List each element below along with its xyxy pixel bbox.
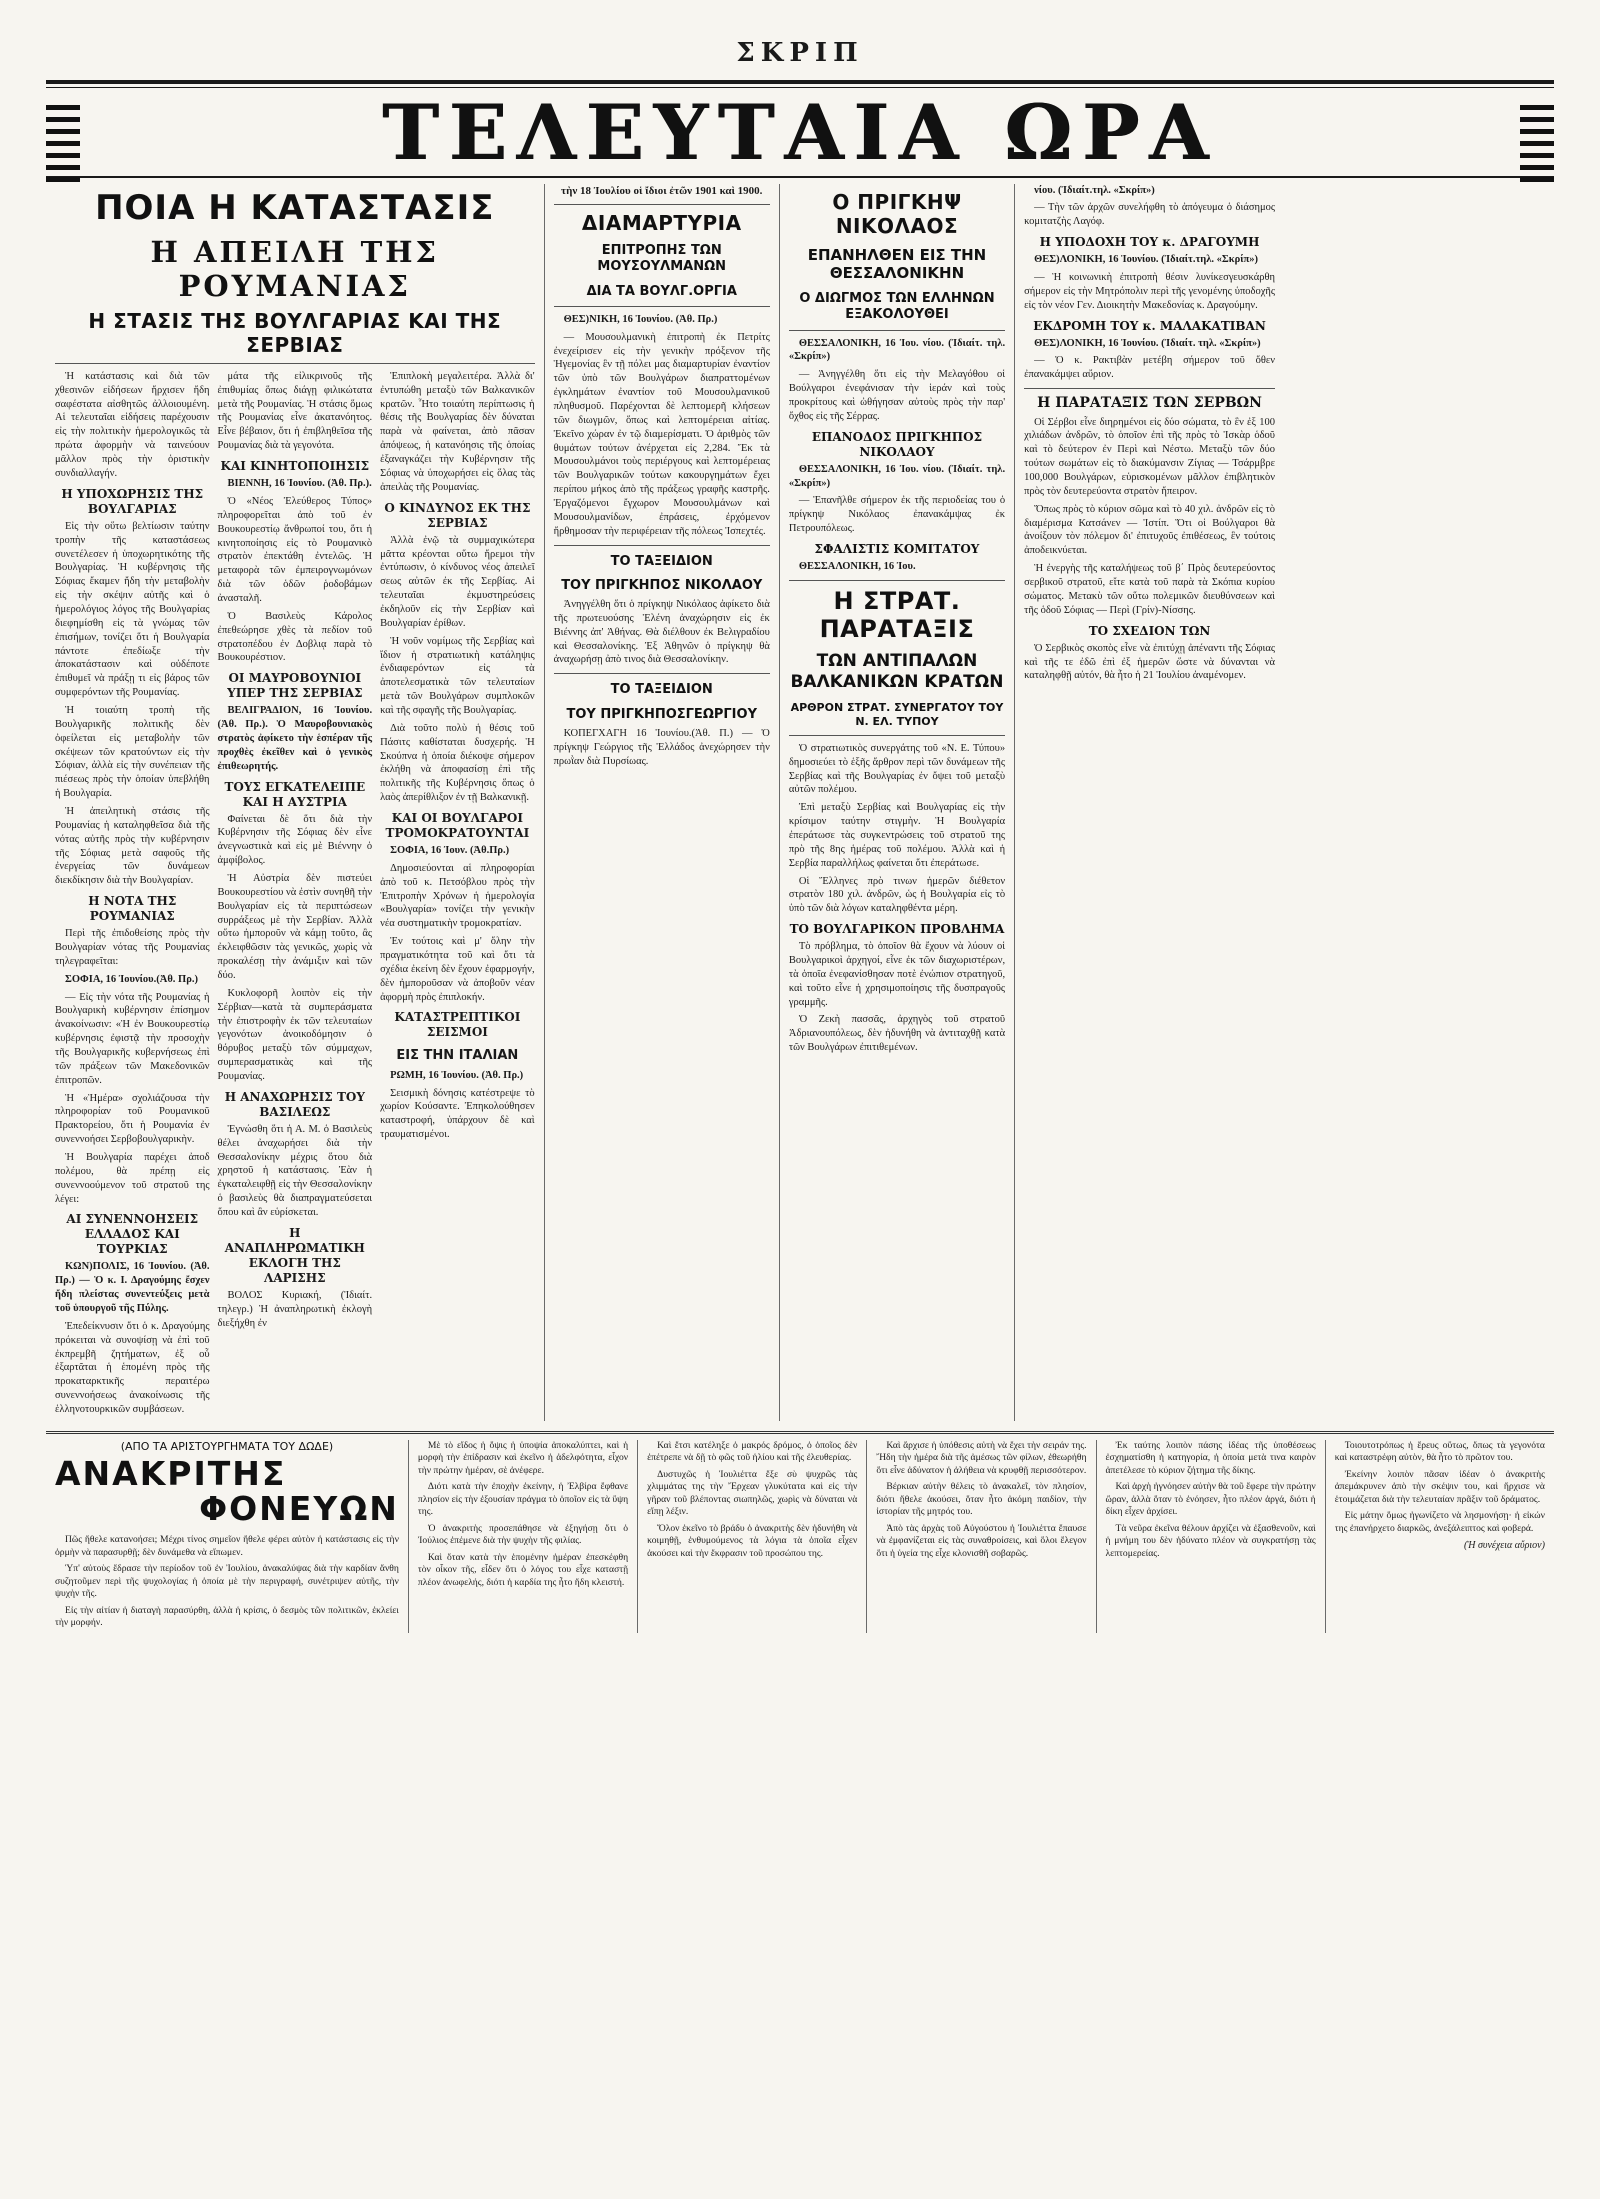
paragraph: ΒΟΛΟΣ Κυριακή, (Ἰδιαίτ. τηλεγρ.) Ἡ ἀναπληρωτικὴ ἐκλογὴ διεξήχθη ἐν — [217, 1289, 373, 1329]
subhead-king-departure: Η ΑΝΑΧΩΡΗΣΙΣ ΤΟΥ ΒΑΣΙΛΕΩΣ — [224, 1089, 365, 1119]
columns — [46, 184, 1554, 1421]
protest-article — [554, 313, 770, 539]
feuilleton-text-4 — [876, 1440, 1086, 1560]
banner-title: ΤΕΛΕΥΤΑΙΑ ΩΡΑ — [382, 88, 1218, 177]
dateline: ΣΟΦΙΑ, 16 Ἰουνίου.(Ἀθ. Πρ.) — [65, 973, 198, 985]
subhead-mobilisation: ΚΑΙ ΚΙΝΗΤΟΠΟΙΗΣΙΣ — [220, 459, 370, 474]
committee-article — [789, 560, 1005, 574]
paragraph: Διὰ τοῦτο πολὺ ἡ θέσις τοῦ Πάσιτς καθίσταται δυσχερής. Ἡ Σκούπνα ἡ ὁποία διέκοψε σήμερον ἐκλήθη νὰ ἀποφασίσῃ ἐπὶ τῆς πολιτικῆς τῆς Κυβέρνησις ὅπως ὁ λαὸς ἀπερίθλιξον ἐν τῇ Βαλκανικῇ. — [380, 722, 535, 804]
subhead-austria-abandons: ΤΟΥΣ ΕΓΚΑΤΕΛΕΙΠΕ ΚΑΙ Η ΑΥΣΤΡΙΑ — [224, 779, 366, 809]
paragraph: Ἐγνώσθη ὅτι ἡ Α. Μ. ὁ Βασιλεὺς θέλει ἀναχωρήσει διὰ τὴν Θεσσαλονίκην μέχρις ὅτου διὰ χρηστοῦ ἡ κατάστασις. Ἐὰν ἡ ἐγκαταλειφθῇ εἰς τὴν Θεσσαλονίκην ὁ βασιλεὺς θὰ διαπραγματεύσεται ὅπου καὶ ἂν εὑρίσκεται. — [217, 1123, 373, 1219]
headline-prince-nicholas-trip: ΤΟ ΤΑΞΕΙΔΙΟΝ — [610, 553, 713, 569]
headline-situation: ΠΟΙΑ Η ΚΑΤΑΣΤΑΣΙΣ — [95, 187, 495, 228]
feuilleton-col-4 — [866, 1440, 1095, 1634]
paragraph: Σεισμικὴ δόνησις κατέστρεψε τὸ χωρίον Κούσαντε. Ἐπηκολούθησεν καταστροφή, ὑπάρχουν δὲ καὶ τραυματισμένοι. — [380, 1087, 535, 1141]
paragraph: Ἀπὸ τὰς ἀρχὰς τοῦ Αὐγούστου ἡ Ἰουλιέττα ἔπαυσε νὰ ἐμφανίζεται εἰς τὰς συναθροίσεις, καὶ ὅλοι ἔλεγον ὅτι ἡ ὑγεία της εἶχε κλονισθῆ σοβαρῶς. — [876, 1522, 1087, 1559]
paragraph: Βέρκιαν αὐτὴν θέλεις τὸ ἀνακαλεῖ, τὸν πλησίον, διότι ἤθελε ἀκούσει, ὅταν ἦτο ἀκόμη παιδίον, τὴν ἱστορίαν τῆς μητρός του. — [876, 1481, 1087, 1518]
paragraph: Δυστυχῶς ἡ Ἰουλιέττα ἔξε σὺ ψυχρῶς τὰς χλιμμάτας της τὴν Ἔρχεαν γλυκύτατα καὶ εἰς τὴν γῆραν τοῦ βλέποντας σιωπηλῶς, χωρὶς νὰ δύναται νὰ εἴπῃ λέξιν. — [647, 1468, 858, 1518]
subhead-dragoumis-reception: Η ΥΠΟΔΟΧΗ ΤΟΥ κ. ΔΡΑΓΟΥΜΗ — [1039, 235, 1260, 250]
paragraph: — Τὴν τῶν ἀρχῶν συνελήφθη τὸ ἀπόγευμα ὁ διάσημος κομιτατζὴς Λαγόφ. — [1024, 202, 1276, 228]
paragraph: Ἡ ἀπειλητικὴ στάσις τῆς Ρουμανίας ἡ καταληφθεῖσα διὰ τῆς νότας αὐτῆς πρὸς τὴν κυβέρνησιν τῆς Σόφιας μετὰ σαφοῦς τῆς ἐνεργείας τῶν δυνάμεων διεκδίκησιν διὰ τὴν Βουλγαρίαν. — [55, 805, 210, 887]
dateline: ΘΕΣ)ΛΟΝΙΚΗ, 16 Ἰουνίου. (Ἰδιαίτ.τηλ. «Σκρίπ») — [1034, 254, 1258, 266]
paragraph: Εἰς τὴν οὕτω βελτίωσιν ταύτην τροπὴν τῆς καταστάσεως συνετέλεσεν ἡ ὑποχωρητικότης τῆς Βουλγαρίας. Ἡ κυβέρνησις τῆς Σόφιας ἔκαμεν ἤδη τὴν μεταβολὴν εἰς τὴν σκέψιν αὐτῆς καὶ ὁ ἡμερολόγιος λόγος τῆς Βουλγαρίας διεφημίσθη εἰς τὰ γνώμας τῶν ἐπισήμων, τονίζει ὅτι ἡ Βουλγαρία πάντοτε ἐπεδίωξε τὴν ἀποκατάστασιν καὶ οὐδέποτε ἐπιθυμεῖ νὰ πράξῃ τι εἰς βάρος τῶν συμφερόντων τῆς Ρουμανίας. — [55, 520, 210, 699]
divider — [554, 204, 770, 205]
paragraph: Δημοσιεύονται αἱ πληροφορίαι ἀπὸ τοῦ κ. Πετσόβλου πρὸς τὴν Ἐπιτροπὴν Χρόνων ἡ ἡμερολογία «Βουλγαρία» τονίζει τὴν γενικὴν νέα συστηματικὴν τρομοκρατίαν. — [380, 862, 535, 930]
paragraph: Ἡ ἐνεργὴς τῆς καταλήψεως τοῦ β΄ Πρὸς δευτερεύοντος σερβικοῦ στρατοῦ, εἴτε κατὰ τοῦ παρὰ τὰ Σκόπια κυρίου σώματος. Μετακὺ τῶν οὕτω πολεμικῶν διευθύνσεων καὶ τῆς ὁδοῦ Σόφιας — Περὶ (Γρίν)-Νίσσης. — [1024, 563, 1276, 616]
divider — [789, 330, 1005, 331]
paragraph: Ὁ ἀνακριτὴς προσεπάθησε νὰ ἐξηγήσῃ ὅτι ὁ Ἰούλιος ἐπέμενε διὰ τὴν ψυχὴν τῆς φιλίας. — [417, 1522, 629, 1547]
headline-prince-nicholas: Ο ΠΡΙΓΚΗΨ ΝΙΚΟΛΑΟΣ — [832, 189, 962, 238]
column-2 — [544, 184, 779, 1421]
paragraph: Ὑπ' αὐτοὺς ἔδρασε τὴν περίοδον τοῦ ἐν Ἰουλίου, ἀνακαλύψας διὰ τὴν καρδίαν ἄνθη συζητοῦμεν περὶ τῆς ψυχολογίας ἡ ὁποία μὲ τὴν περιγραφή, συνέτριψεν αὐτῆς, τὴν ψυχὴν τῆς. — [55, 1563, 399, 1600]
paragraph: — Ὁ κ. Ρακτιβὰν μετέβη σήμερον τοῦ ὅθεν ἐπανακάμψει αὔριον. — [1024, 355, 1276, 381]
feuilleton-source: (ΑΠΟ ΤΑ ΑΡΙΣΤΟΥΡΓΗΜΑΤΑ ΤΟΥ ΔΩΔΕ) — [120, 1439, 334, 1453]
paragraph: Μὲ τὸ εἴδος ἡ ὄψις ἡ ὑποψία ἀποκαλύπτει, καὶ ἡ μορφὴ τὴν ἐπίδρασιν καὶ ἐκεῖνο ἡ ἀδελφότητα, εἶχον τὴν πρώτην ἡμέραν, σὲ ἀνέφερε. — [417, 1439, 629, 1476]
paragraph: Ἐκείνην λοιπὸν πᾶσαν ἰδέαν ὁ ἀνακριτὴς ἀπεμάκρυνεν ἀπὸ τὴν σκέψιν του, καὶ ἤρχισε νὰ ἑτοιμάζεται διὰ τὴν τελευταίαν πρᾶξιν τοῦ δράματος. — [1334, 1468, 1545, 1505]
subhead-earthquake: ΚΑΤΑΣΤΡΕΠΤΙΚΟΙ ΣΕΙΣΜΟΙ — [394, 1010, 521, 1040]
masthead-title: ΣΚΡΙΠ — [736, 38, 864, 68]
paragraph: Ἐκ ταύτης λοιπὸν πάσης ἰδέας τῆς ὑποθέσεως ἐσχηματίσθη ἡ κατηγορία, ἡ ὁποία μετὰ τινα καιρὸν ἀπετέλεσε τὸ κύριον ζήτημα τῆς δίκης. — [1105, 1439, 1316, 1476]
banner-ornament-left-icon — [46, 98, 80, 162]
paragraph: Καὶ ἀρχὴ ἠγνόησεν αὐτὴν θὰ τοῦ ἔφερε τὴν πρώτην ὥραν, ἀλλὰ ὅταν τὸ ἐνόησεν, ἦτο πλέον ἀργά, διότι ἡ δίκη εἶχεν ἀρχίσει. — [1105, 1481, 1316, 1518]
dateline: ΒΕΛΙΓΡΑΔΙΟΝ, 16 Ἰουνίου. (Ἀθ. Πρ.). Ὁ Μαυροβουνιακὸς στρατὸς ἀφίκετο τὴν ἑσπέραν τῆς προχθὲς ἐκεῖθεν καὶ ὁ γενικὸς ἐπιθεωρητής. — [217, 705, 373, 772]
paragraph: Οἱ Ἕλληνες πρὸ τινων ἡμερῶν διέθετον στρατὸν 180 χιλ. ἀνδρῶν, ὡς ἡ Βουλγαρία εἰς τὸ ὑπὸ τῶν διὰ λόγων καταληφθέντα μέρη. — [788, 875, 1006, 915]
paragraph: Ἐν τούτοις καὶ μ' ὅλην τὴν πραγματικότητα τοῦ καὶ ὅτι τὰ σχέδια ἐκείνη δὲν ἔχουν ἐφαρμογήν, δὲν ἠμποροῦσαν νὰ ἀποβοῦν νέαν ἀφορμὴ πρὸς ἐπιπλοκήν. — [380, 936, 535, 1003]
headline-greek-persecution: Ο ΔΙΩΓΜΟΣ ΤΩΝ ΕΛΛΗΝΩΝ ΕΞΑΚΟΛΟΥΘΕΙ — [799, 291, 995, 323]
column-1 — [46, 184, 544, 1421]
subhead-serb-deployment: Η ΠΑΡΑΤΑΞΙΣ ΤΩΝ ΣΕΡΒΩΝ — [1037, 395, 1262, 412]
paragraph: Διότι κατὰ τὴν ἐποχὴν ἐκείνην, ἡ Ἐλβίρα ἔφθανε πλησίον εἰς τὴν ἐξουσίαν πράγμα τὸ ὁποῖον εἰς τὰ ὕψη της. — [417, 1481, 629, 1518]
headline-protest: ΔΙΑΜΑΡΤΥΡΙΑ — [581, 211, 742, 236]
paragraph: Πῶς ἤθελε κατανοήσει; Μέχρι τίνος σημεῖον ἤθελε φέρει αὐτὸν ἡ κατάστασις εἰς τὴν ὁρμὴν νὰ παρασυρθῇ; δὲν δυνάμεθα νὰ εἴπωμεν. — [55, 1534, 399, 1558]
feuilleton-col-3 — [637, 1440, 866, 1634]
column-3 — [779, 184, 1014, 1421]
subhead-montenegrins: ΟΙ ΜΑΥΡΟΒΟΥΝΙΟΙ ΥΠΕΡ ΤΗΣ ΣΕΡΒΙΑΣ — [227, 671, 363, 701]
paragraph: Φαίνεται δὲ ὅτι διὰ τὴν Κυβέρνησιν τῆς Σόφιας δὲν εἶνε ἀνεγνωστικὰ καὶ εἰς μὲ Βιέννην ὁ ἀμφίβολος. — [217, 813, 373, 867]
paragraph: μάτα τῆς εἰλικρινοῦς τῆς ἐπιθυμίας ὅπως διάγῃ φιλικώτατα μετὰ τῆς Ρουμανίας. Ἡ στάσις ὅμως τῆς Ρουμανίας εἶνε ἀκατανόητος. Εἶνε βέβαιον, ὅτι ἡ ἐπιβληθεῖσα τῆς Ρουμανίας διὰ τὰ γεγονότα. — [217, 370, 373, 452]
paragraph: Περὶ τῆς ἐπιδοθείσης πρὸς τὴν Βουλγαρίαν νότας τῆς Ρουμανίας τηλεγραφεῖται: — [55, 928, 210, 967]
subhead-larissa-election: Η ΑΝΑΠΛΗΡΩΜΑΤΙΚΗ ΕΚΛΟΓΗ ΤΗΣ ΛΑΡΙΣΗΣ — [224, 1225, 365, 1285]
paragraph: Τὸ πρόβλημα, τὸ ὁποῖον θὰ ἔχουν νὰ λύουν οἱ Βουλγαρικοὶ ἀρχηγοί, εἶνε ἐκ τῶν διαχωριστέρων, τὰ ὁποῖα ἐνεφανίσθησαν ποτὲ ἐνώπιον στρατηγοῦ, καὶ τοῦτο εἶνε ἡ χρησιμοποίησις τῆς δυσπραγοῦς γραμμῆς. — [788, 941, 1006, 1008]
feuilleton-col-5 — [1096, 1440, 1325, 1634]
feuilleton-text-2 — [418, 1440, 628, 1589]
paragraph: Καὶ ἄρχισε ἡ ὑπόθεσις αὐτὴ νὰ ἔχει τὴν σειράν της. Ἤδη τὴν ἡμέρα διὰ τῆς ἀμέσως τῶν φίλων, ἐθεωρήθη ὅτι εἶνε ἀδύνατον ἡ ἀλήθεια νὰ κρυφθῇ περισσότερον. — [876, 1439, 1087, 1476]
headline-bulgaria-serbia-stance: Η ΣΤΑΣΙΣ ΤΗΣ ΒΟΥΛΓΑΡΙΑΣ ΚΑΙ ΤΗΣ ΣΕΡΒΙΑΣ — [88, 308, 502, 357]
col1-sub3 — [380, 370, 535, 1421]
feuilleton-text-1 — [55, 1534, 399, 1629]
paragraph: Ὁ στρατιωτικὸς συνεργάτης τοῦ «Ν. Ε. Τύπου» δημοσιεύει τὸ ἑξῆς ἄρθρον περὶ τῶν δυνάμεων τῆς Σερβίας καὶ τῆς Βουλγαρίας ἐν ὄψει τοῦ μεταξὺ αὐτῶν πολέμου. — [788, 742, 1006, 796]
paragraph: Καὶ ἔτσι κατέληξε ὁ μακρός δρόμος, ὁ ὁποῖος δὲν ἐπέτρεπε νὰ δῇ τὸ φῶς τοῦ ἡλίου καὶ τῆς ἐλευθερίας. — [647, 1439, 858, 1464]
feuilleton-col-6 — [1325, 1440, 1554, 1634]
feuilleton — [46, 1431, 1554, 1634]
subhead-bulgarian-problem: ΤΟ ΒΟΥΛΓΑΡΙΚΟΝ ΠΡΟΒΛΗΜΑ — [789, 922, 1005, 937]
plan-article — [1024, 642, 1275, 684]
paragraph: Ἀνηγγέλθη ὅτι ὁ πρίγκηψ Νικόλαος ἀφίκετο διὰ τῆς πρωτευούσης Ἑλένη ἀναχώρησιν εἰς ἐκ Βιέννης ἀπ' Ἀθήνας. Θὰ διέλθουν ἐκ Βελιγραδίου καὶ Θεσσαλονίκης. Ἐξ Ἀθηνῶν ὁ πρίγκηψ θὰ ἀναχωρήσῃ ἀπὸ τινος διὰ Θεσσαλονίκην. — [553, 599, 770, 666]
headline-romania-threat: Η ΑΠΕΙΛΗ ΤΗΣ ΡΟΥΜΑΝΙΑΣ — [150, 234, 440, 303]
masthead-rule — [46, 80, 1554, 88]
divider — [554, 673, 770, 674]
dateline: ΘΕΣ)ΛΟΝΙΚΗ, 16 Ἰουνίου. (Ἰδιαίτ. τηλ. «Σκρίπ») — [1034, 337, 1261, 349]
paragraph: — Εἰς τὴν νότα τῆς Ρουμανίας ἡ Βουλγαρικὴ κυβέρνησιν ἐπίσημον ἀνακοίνωσιν: «Ἡ ἐν Βουκουρεστίῳ κυβέρνησις ἐφιστᾷ τὴν προσοχὴν τῆς Βουλγαρικῆς κυβερνήσεως ἐπὶ τῶν πράξεων τῶν Μακεδονικῶν ἐπιτροπῶν. — [55, 991, 210, 1086]
paragraph: Τὰ νεῦρα ἐκεῖνα θέλουν ἀρχίζει νὰ ἐξασθενοῦν, καὶ ἡ μνήμη του δὲν ἠδύνατο πλέον νὰ συγκρατήσῃ τὰς λεπτομερείας. — [1105, 1522, 1316, 1559]
subhead-excursion: ΕΚΔΡΟΜΗ ΤΟΥ κ. ΜΑΛΑΚΑΤΙΒΑΝ — [1033, 318, 1266, 333]
military-article — [789, 742, 1005, 916]
paragraph: Ἡ Βουλγαρία παρέχει ἀποδ πολέμου, θὰ πρέπῃ εἰς συνεννοούμενον τοῦ στρατοῦ της λέγει: — [55, 1152, 210, 1205]
paragraph: Ὁ Βασιλεὺς Κάρολος ἐπεθεώρησε χθὲς τὰ πεδίον τοῦ στρατοπέδου ἐν Δοβλιᾳ παρὰ τὸ Βουκουρέστιον. — [217, 610, 373, 664]
paragraph: Ἡ νοῦν νομίμως τῆς Σερβίας καὶ ἴδιον ἡ στρατιωτικὴ κατάληψις ἐνδιαφερόντων εἰς τὰ ἀποτελεσματικὰ τῶν τελευταίων μετὰ τῶν Βουλγάρων συμπλοκῶν καὶ τῆς σφαγῆς τῆς Βουλγαρίας. — [380, 635, 535, 716]
divider — [554, 545, 770, 546]
headline-balkan-states: ΤΩΝ ΑΝΤΙΠΑΛΩΝ ΒΑΛΚΑΝΙΚΩΝ ΚΡΑΤΩΝ — [790, 650, 1004, 693]
divider — [55, 363, 535, 364]
col4-top-article — [1024, 184, 1275, 230]
headline-prince-george-trip: ΤΟ ΤΑΞΕΙΔΙΟΝ — [610, 682, 713, 698]
prince-trip-article — [554, 598, 770, 667]
paragraph: Ἐπεδείκνυσιν ὅτι ὁ κ. Δραγούμης πρόκειται νὰ συνοψίσῃ νὰ ἐπὶ τοῦ ἐκπρεμβῆ ζητήματων, ἐξ οὗ ἐξαρτᾶται ἡ ἑπομένη πρὸς τῆς προκαταρκτικῆς περαιτέρω συνεννοήσεως ἀνακοίνωσις τῆς ἑλληνοτουρκικῶν συμβάσεων. — [55, 1320, 210, 1416]
prince-george-article — [554, 727, 770, 769]
paragraph: Ἀλλὰ ἐνῷ τὰ συμμαχικώτερα μᾶττα κρέονται οὕτω ἤρεμοι τὴν ἐντύπωσιν, ὁ κίνδυνος νέος ἀπειλεῖ σεως αὐτῶν ἐκ τῆς Σερβίας. Αἱ τελευταῖαι ἐκμυστηρεύσεις ἐκδηλοῦν εἰς τὴν Σερβίαν καὶ Βουλγαρίαν ἐρίθων. — [380, 534, 535, 629]
paragraph: Εἰς μάτην ὅμως ἠγωνίζετο νὰ λησμονήσῃ· ἡ εἰκών της ἐπανήρχετο διαρκῶς, ἀνεξάλειπτος καὶ φοβερά. — [1334, 1510, 1545, 1534]
feuilleton-col-2 — [408, 1440, 637, 1634]
paragraph: Κυκλοφορῆ λοιπὸν εἰς τὴν Σέρβιαν—κατὰ τὰ συμπεράσματα τὴν ἐπιστροφὴν ἐκ τῶν τελευταίων γεγονότων ἀνοικοδόμησιν ὁ θόρυβος μεταξὺ τῶν σύμμαχων, συμπερασματικὰς καὶ τῆς Ρουμανίας. — [217, 987, 373, 1082]
feuilleton-title-col — [46, 1440, 408, 1634]
salonica-article — [789, 337, 1005, 424]
divider — [1024, 388, 1275, 389]
paragraph: — Μουσουλμανικὴ ἐπιτροπὴ ἐκ Πετρίτς ἐνεχείρισεν εἰς τὴν γενικὴν πρόξενον τῆς Ἡγεμονίας ἓν τῇ πόλει μας διαμαρτυρίαν ἐναντίον τῶν ὑπὸ τῶν Βουλγάρων διαπραττομένων ἐγκλημάτων ἐναντίον τοῦ Μουσουλμανικοῦ πληθυσμοῦ. Παρέχονται δὲ λεπτομερῆ κλήσεων τῶν διωγμῶν, ὅπως καὶ λεπτομέρειαι αἰτίας. Ἐκεῖνο χώραν ἐν τῷ διαμερίσματι. Ὁ ἀριθμὸς τῶν θυμάτων τούτων ἀνέρχεται εἰς 2,284. Ἔκ τὰ Μουσουλμάνοι τοὺς περιέργους καὶ λεπτομέρειας τῶν Βουλγαρικῶν τούτων κακουργημάτων ἔχει περίπου μήκος ἀπὸ τῆς πράξεως γραφῆς καστρῆς. Ἐργαζόμενοι ἔγχωρον Μουσουλμάνων καὶ Μουσουλμανίδων, ἐπράσεις, ἐρχόμενον ἤρθημοσαν τὴν περιφέρειαν τῆς πόλεως Ἰσπεχτές. — [553, 331, 770, 537]
paragraph: — Ἀνηγγέλθη ὅτι εἰς τὴν Μελαγόθου οἱ Βούλγαροι ἐνεφάνισαν τὴν ἱεράν καὶ τοὺς προκρίτους καὶ ὠθήγησαν αὐτοὺς πρὸς τὴν παρ' ὄχθος εἰς τῆς Σέρρας. — [788, 369, 1006, 422]
banner-ornament-right-icon — [1520, 98, 1554, 162]
paragraph: Ὅπως πρὸς τὸ κύριον σῶμα καὶ τὸ 40 χιλ. ἀνδρῶν εἰς τὸ διαμέρισμα Κατσάνεν — Ἰστίπ. Ὅτι οἱ Βούλγαροι θὰ ἀνοίξουν τὸν πόλεμον δι' ἐπιτυχοῦς ἐπιθέσεως, ἓν τούτοις ἀποδεικνύεται. — [1024, 503, 1276, 557]
dateline: ΘΕΣΣΑΛΟΝΙΚΗ, 16 Ἰου. — [798, 560, 916, 572]
paragraph: Τοιουτοτρόπως ἡ ἔρευς οὕτως, ὅπως τὰ γεγονότα καὶ καταστρέφη αὐτὸν, θὰ ἦτο τὸ πρῶτον του. — [1334, 1439, 1545, 1464]
paragraph: Ἡ Αὐστρία δὲν πιστεύει Βουκουρεστίου νὰ ἐστὶν συνηθῆ τὴν Βουλγαρίαν εἰς τὰ περιπτώσεων συρράξεως μὲ τὴν Σερβίαν. Ἀλλὰ οὕτω ἠμποροῦν νὰ κάμῃ τοῦτο, ἂς ἐκλειφθῶσιν τὰς γενικῶς, χωρὶς νὰ προκαλέσῃ τὴν ἀνάμιξιν καὶ τῶν δύο. — [217, 872, 373, 981]
dateline: νίου. (Ἰδιαίτ.τηλ. «Σκρίπ») — [1034, 184, 1155, 196]
paragraph: — Ἡ κοινωνικὴ ἐπιτροπὴ θέσιν λυνίκεσγευσκάρθη σήμερον εἰς τὴν Μητρόπολιν περὶ τῆς γενομένης ὑποδοχῆς εἰς τὸν νέον Γεν. Διοικητὴν Μακεδονίας κ. Δραγούμην. — [1024, 271, 1276, 311]
feuilleton-text-6 — [1335, 1440, 1545, 1552]
dateline: ΘΕΣ)ΝΙΚΗ, 16 Ἰουνίου. (Ἀθ. Πρ.) — [563, 313, 718, 325]
subhead-bulgaria-retreat: Η ΥΠΟΧΩΡΗΣΙΣ ΤΗΣ ΒΟΥΛΓΑΡΙΑΣ — [61, 486, 204, 516]
dateline: ΘΕΣΣΑΛΟΝΙΚΗ, 16 Ἰου. νίου. (Ἰδιαίτ. τηλ. «Σκρίπ») — [788, 463, 1006, 489]
paragraph: Ὁ Ζεκὴ πασσᾶς, ἀρχηγὸς τοῦ στρατοῦ Ἀδριανουπόλεως, δὲν ἠδυνήθη νὰ ἀντιταχθῇ κατὰ τῶν Βουλγάρων ἐπιτιθεμένων. — [788, 1014, 1006, 1054]
headline-protest-orgies: ΔΙΑ ΤΑ ΒΟΥΛΓ.ΟΡΓΙΑ — [586, 283, 737, 299]
serb-deployment-article — [1024, 416, 1275, 618]
lead-paragraph: Ἡ κατάστασις καὶ διὰ τῶν χθεσινῶν εἰδήσεων ἤρχισεν ἤδη σαφέστατα αἰσθητῶς ἀλλοιουμένη. Αἱ τελευταῖαι εἰδήσεις παρέχουσιν εἰς τὴν πολιτικὴν ἡμερολογικῶς τὰ πρώτα ἀφορμὴν νὰ ταινεύουν μᾶλλον πρὸς τὴν ὁριστικὴν συνδιαλλαγήν. — [55, 370, 210, 479]
paragraph: Ἡ «Ἡμέρα» σχολιάζουσα τὴν πληροφορίαν τοῦ Ρουμανικοῦ Πρακτορείου, ὅτι ἡ Ρουμανία ἐν συνεννοήσει Σερβοβουλγαρικὴν. — [55, 1092, 210, 1146]
dateline: ΘΕΣΣΑΛΟΝΙΚΗ, 16 Ἰου. νίου. (Ἰδιαίτ. τηλ. «Σκρίπ») — [788, 337, 1006, 363]
divider — [789, 735, 1005, 736]
feuilleton-title — [55, 1453, 399, 1528]
paragraph: Ἐπιπλοκὴ μεγαλειτέρα. Ἀλλὰ δι' ἐντυπώθη μεταξὺ τῶν Βαλκανικῶν κρατῶν. Ἦτο τοιαύτη περίπτωσις ἡ θέσις τῆς Βουλγαρίας δὲν δύναται παρὰ νὰ φαίνεται, ἀπὸ πᾶσαν ἀπόψεως, ἡ κατανόησις τῆς ὁποίας ἐξαναγκάζει τὴν Κυβέρνησιν τῆς Σόφιας νὰ ὑποχωρήσει εἰς ὅλας τὰς ἀπειλὰς τῆς Ρουμανίας. — [380, 370, 535, 493]
banner — [46, 88, 1554, 177]
subhead-romania-note: Η ΝΟΤΑ ΤΗΣ ΡΟΥΜΑΝΙΑΣ — [88, 894, 177, 924]
feuilleton-signature: (Ἡ συνέχεια αὔριον) — [1463, 1540, 1545, 1552]
headline-returned-salonica: ΕΠΑΝΗΛΘΕΝ ΕΙΣ ΤΗΝ ΘΕΣΣΑΛΟΝΙΚΗΝ — [807, 245, 987, 283]
paragraph: Εἰς τὴν αἰτίαν ἡ διαταγὴ παρασύρθη, ἀλλὰ ἡ κρίσις, ὁ δεσμὸς τῶν πολιτικῶν, ἐκλείει τὴν μορφήν. — [55, 1604, 399, 1628]
headline-military-deployment: Η ΣΤΡΑΤ. ΠΑΡΑΤΑΞΙΣ — [819, 586, 975, 643]
headline-prince-nicholas-trip-2: ΤΟΥ ΠΡΙΓΚΗΠΟΣ ΝΙΚΟΛΑΟΥ — [561, 577, 763, 593]
col1-sub2 — [218, 370, 373, 1421]
column-4 — [1014, 184, 1284, 1421]
paragraph: Οἱ Σέρβοι εἶνε διηρημένοι εἰς δύο σώματα, τὸ ἓν ἐξ 100 χιλιάδων ἀνδρῶν, τὸ ὁποῖον ἐπὶ τῆς πρὸς τὸ Ἰσκὰρ ὁδοῦ καὶ τὸ δεύτερον ἐν Περὶ καὶ Νέστω. Μεταξὺ τῶν δύο τούτων σωμάτων εἰς τὸ διακύμανσιν Ζίγιας — Τσάρμβρε 100,000 Βουλγάρων, εὑρισκομένων μᾶλλον ἐπιβλητικὸν πρὸς τὸν δευτερεύοντα στρατὸν ἤπειρον. — [1024, 416, 1276, 497]
bulgarian-problem-article — [789, 940, 1005, 1055]
dateline: ΣΟΦΙΑ, 16 Ἰουν. (Ἀθ.Πρ.) — [390, 844, 510, 856]
paragraph: Ἡ τοιαύτη τροπὴ τῆς Βουλγαρικῆς πολιτικῆς δὲν ὀφείλεται εἰς μεταβολὴν τῶν σκέψεων τῶν κρατούντων εἰς τὴν Σόφιαν, ἀλλὰ εἰς τὴν συνέπειαν τῆς πιέσεως πρὸς τὴν ὁποίαν ὑπεβλήθη ἡ Βουλγαρία. — [55, 704, 210, 800]
dateline: ΚΩΝ)ΠΟΛΙΣ, 16 Ἰουνίου. (Ἀθ. Πρ.) — Ὁ κ. Ι. Δραγούμης ἔσχεν ἤδη πλείστας συνεντεύξεις μετὰ τοῦ ὑπουργοῦ τῆς Πύλης. — [55, 1261, 210, 1315]
subhead-earthquake-italy: ΕΙΣ ΤΗΝ ΙΤΑΛΙΑΝ — [396, 1048, 519, 1064]
paragraph: — Ἐπανῆλθε σήμερον ἐκ τῆς περιοδείας του ὁ πρίγκηψ Νικόλαος ἐπανακάμψας ἐκ Πετρουπόλεως. — [788, 495, 1006, 535]
divider — [554, 306, 770, 307]
divider — [789, 580, 1005, 581]
dateline: ΡΩΜΗ, 16 Ἰουνίου. (Ἀθ. Πρ.) — [390, 1069, 524, 1081]
col1-sub1 — [55, 370, 210, 1421]
subhead-greece-turkey-talks: ΑΙ ΣΥΝΕΝΝΟΗΣΕΙΣ ΕΛΛΑΔΟΣ ΚΑΙ ΤΟΥΡΚΙΑΣ — [66, 1212, 199, 1257]
excursion-article — [1024, 337, 1275, 383]
subhead-committee: ΣΦΑΛΙΣΤΙΣ ΚΟΜΙΤΑΤΟΥ — [814, 541, 980, 556]
paragraph: Ἐπὶ μεταξὺ Σερβίας καὶ Βουλγαρίας εἰς τὴν κρίσιμον ταύτην στιγμὴν. Ἡ Βουλγαρία ἐπεράτωσε τὰς συγκεντρώσεις τοῦ στρατοῦ της πρὸ τῆς 8ης ἡμέρας τοῦ πολέμου. Ἀλλὰ καὶ ἡ Σερβία παραλλήλως φαίνεται ὅτι ἐπεράτωσε. — [788, 802, 1006, 869]
feuilleton-title-line2: ΦΟΝΕΥΩΝ — [199, 1488, 399, 1528]
headline-article-byline: ΑΡΘΡΟΝ ΣΤΡΑΤ. ΣΥΝΕΡΓΑΤΟΥ ΤΟΥ Ν. ΕΛ. ΤΥΠΟΥ — [790, 701, 1004, 729]
paragraph: Ὁ «Νέος Ἐλεύθερος Τύπος» πληροφορεῖται ἀπὸ τοῦ ἐν Βουκουρεστίῳ ἄνθρωποί του, ὅτι ἡ κινητοποίησις εἰς τὸ Ρουμανικὸ στρατὸν ἐπεκτάθη ἐντελῶς. Ἡ μεταφορὰ τῶν ἐμπειρογνωμόνων διὰ τῶν ὁδῶν ῥοδοβάμων ἀνασταλῆ. — [217, 495, 373, 604]
feuilleton-text-3 — [647, 1440, 857, 1560]
paragraph: ΚΟΠΕΓΧΑΓΗ 16 Ἰουνίου.(Ἀθ. Π.) — Ὁ πρίγκηψ Γεώργιος τῆς Ἑλλάδος ἀνεχώρησεν τὴν πρωῒαν διὰ Πυρσίωας. — [553, 727, 770, 767]
feuilleton-title-line1: ΑΝΑΚΡΙΤΗΣ — [55, 1453, 287, 1493]
subhead-serbia-danger: Ο ΚΙΝΔΥΝΟΣ ΕΚ ΤΗΣ ΣΕΡΒΙΑΣ — [384, 500, 531, 530]
dragoumis-article — [1024, 253, 1275, 312]
subhead-prince-return: ΕΠΑΝΟΔΟΣ ΠΡΙΓΚΗΠΟΣ ΝΙΚΟΛΑΟΥ — [811, 429, 983, 459]
feuilleton-text-5 — [1106, 1440, 1316, 1560]
headline-protest-committee: ΕΠΙΤΡΟΠΗΣ ΤΩΝ ΜΟΥΣΟΥΛΜΑΝΩΝ — [597, 243, 727, 275]
paragraph: Ὅλον ἐκεῖνο τὸ βράδυ ὁ ἀνακριτὴς δὲν ἠδυνήθη νὰ κοιμηθῇ, ἐνθυμούμενος τὰ λόγια τὰ ὁποῖα εἶχεν ἀκούσει καὶ τὴν ἔκφρασιν τοῦ προσώπου της. — [647, 1522, 858, 1559]
paragraph: Ὁ Σερβικὸς σκοπὸς εἶνε νὰ ἐπιτύχῃ ἀπέναντι τῆς Σόφιας καὶ τῆς τε ἐδῶ ἐπὶ ἐξ ἡμερῶν ὥστε νὰ δύνανται νὰ καταληφθῇ αὐτόν, θὰ ἦτο ἡ 21 Ἰουλίου ἀναμένομεν. — [1024, 642, 1276, 682]
subhead-bulgarians-terrorised: ΚΑΙ ΟΙ ΒΟΥΛΓΑΡΟΙ ΤΡΟΜΟΚΡΑΤΟΥΝΤΑΙ — [385, 810, 530, 840]
headline-prince-george-trip-2: ΤΟΥ ΠΡΙΓΚΗΠΟΣΓΕΩΡΓΙΟΥ — [566, 706, 757, 722]
paragraph: Καὶ ὅταν κατὰ τὴν ἑπομένην ἡμέραν ἐπεσκέφθη τὸν οἶκον τῆς, εἶδεν ὅτι ὁ λόγος του εἶχε καταστῇ πλέον ἀνωφελής, διότι ἡ καρδία της ἦτο ἤδη κλειστή. — [417, 1551, 629, 1588]
dateline-top: τὴν 18 Ἰουλίου οἱ ἴδιοι ἐτῶν 1901 καὶ 1900. — [561, 184, 763, 197]
prince-return-article — [789, 463, 1005, 536]
subhead-their-plan: ΤΟ ΣΧΕΔΙΟΝ ΤΩΝ — [1088, 623, 1211, 638]
dateline: ΒΙΕΝΝΗ, 16 Ἰουνίου. (Ἀθ. Πρ.). — [227, 478, 372, 490]
